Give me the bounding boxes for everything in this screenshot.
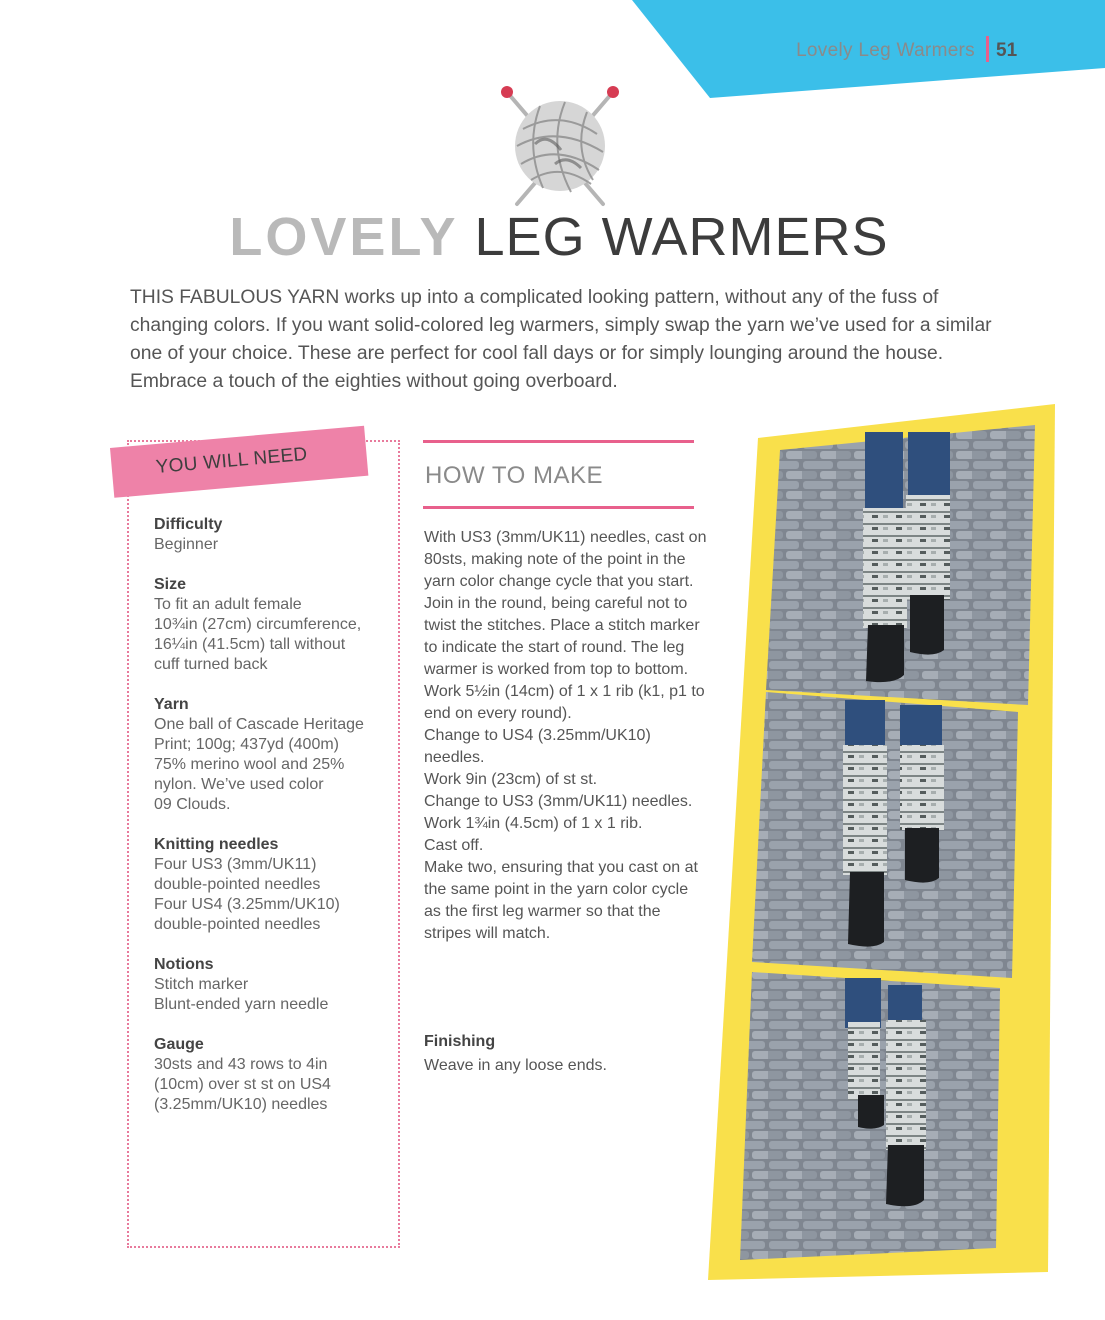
leg-warmer-photo-2	[752, 692, 1018, 978]
need-item-gauge	[154, 1035, 394, 1115]
intro-lead: THIS FABULOUS YARN	[130, 287, 340, 308]
step: Make two, ensuring that you cast on at the same point in the yarn color cycle as the first leg warmer so that the stripes will match.	[424, 859, 698, 942]
need-label: Notions	[154, 956, 214, 973]
how-to-make-top-rule	[423, 440, 694, 443]
title-light: LEG WARMERS	[474, 207, 889, 267]
running-title: Lovely Leg Warmers	[796, 40, 975, 61]
need-value: Stitch marker Blunt-ended yarn needle	[154, 976, 329, 1013]
need-item-size	[154, 575, 394, 675]
step: With US3 (3mm/UK11) needles, cast on 80sts, making note of the point in the yarn color change cycle that you start.	[424, 529, 707, 590]
you-will-need-heading: YOU WILL NEED	[154, 443, 309, 479]
title-strong: LOVELY	[229, 207, 459, 267]
leg-warmer-photo-1	[766, 425, 1035, 705]
need-label: Knitting needles	[154, 836, 279, 853]
step: Work 1¾in (4.5cm) of 1 x 1 rib.	[424, 815, 643, 832]
need-value: 30sts and 43 rows to 4in (10cm) over st st on US4 (3.25mm/UK10) needles	[154, 1056, 331, 1113]
finishing-label: Finishing	[424, 1033, 496, 1050]
finishing-text: Weave in any loose ends.	[424, 1057, 607, 1074]
need-label: Size	[154, 576, 187, 593]
need-value: To fit an adult female 10¾in (27cm) circumference, 16¼in (41.5cm) tall without cuff turned back	[154, 596, 362, 673]
header-divider	[986, 36, 989, 62]
step: Cast off.	[424, 837, 484, 854]
need-label: Difficulty	[154, 516, 223, 533]
leg-warmer-photo-3	[740, 972, 1000, 1260]
intro-paragraph	[130, 284, 1000, 396]
how-to-make-steps	[424, 527, 709, 945]
step: Work 9in (23cm) of st st.	[424, 771, 598, 788]
need-value: One ball of Cascade Heritage Print; 100g; 437yd (400m) 75% merino wool and 25% nylon. We’ve used color 09 Clouds.	[154, 716, 364, 813]
need-item-difficulty	[154, 515, 394, 555]
step: Change to US3 (3mm/UK11) needles.	[424, 793, 693, 810]
need-value: Four US3 (3mm/UK11) double-pointed needles Four US4 (3.25mm/UK10) double-pointed needles	[154, 856, 340, 933]
page-number: 51	[996, 40, 1018, 61]
need-item-yarn	[154, 695, 394, 815]
need-value: Beginner	[154, 536, 219, 553]
how-to-make-bottom-rule	[423, 506, 694, 509]
how-to-make-heading: HOW TO MAKE	[425, 462, 603, 489]
intro-text: works up into a complicated looking pattern, without any of the fuss of changing colors. If you want solid-colored leg warmers, simply swap the yarn we’ve used for a similar one of your choice. These are perfect for cool fall days or for simply lounging around the house. Embrace a touch of the eighties without going overboard.	[130, 287, 992, 392]
need-label: Yarn	[154, 696, 189, 713]
page-title	[0, 206, 1105, 268]
step: Change to US4 (3.25mm/UK10) needles.	[424, 727, 651, 766]
need-label: Gauge	[154, 1036, 204, 1053]
need-item-knitting-needles	[154, 835, 394, 935]
step: Join in the round, being careful not to twist the stitches. Place a stitch marker to indicate the start of round. The leg warmer is worked from top to bottom.	[424, 595, 700, 678]
need-item-notions	[154, 955, 394, 1015]
photo-strip	[700, 400, 1105, 1300]
yarn-ball-with-needles-icon	[495, 84, 625, 212]
step: Work 5½in (14cm) of 1 x 1 rib (k1, p1 to end on every round).	[424, 683, 705, 722]
